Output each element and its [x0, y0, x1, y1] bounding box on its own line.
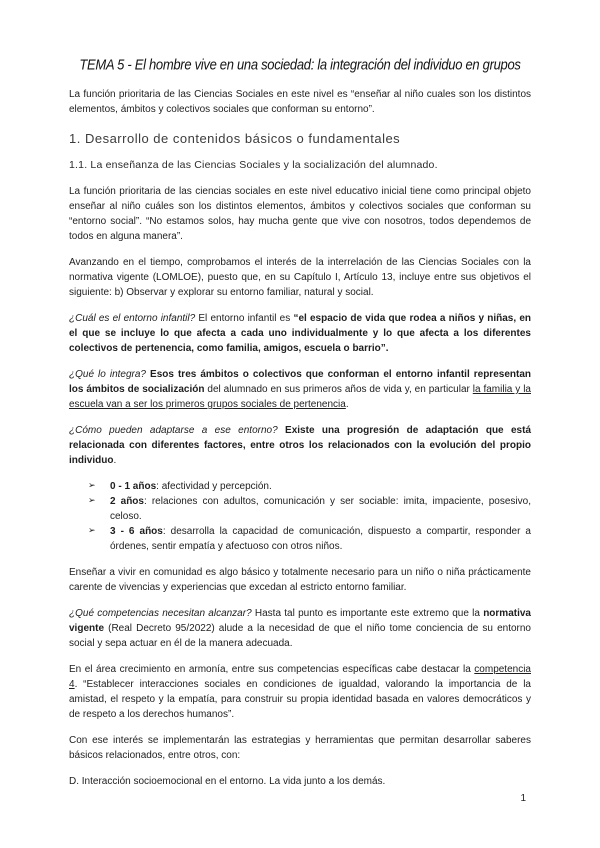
- list-item: [69, 479, 531, 494]
- paragraph: [69, 733, 531, 763]
- text-segment: 1. Desarrollo de contenidos básicos o fundamentales: [69, 131, 401, 146]
- text-segment: El entorno infantil es: [195, 313, 294, 324]
- subsection-heading: [69, 159, 531, 171]
- text-segment: (Real Decreto 95/2022) alude a la necesidad de que el niño tome conciencia de su entorno social y sepa actuar en él de la manera adecuada.: [69, 623, 531, 649]
- text-segment: competencia 4: [69, 664, 531, 690]
- bullet-list: [69, 479, 531, 554]
- text-segment: : relaciones con adultos, comunicación y ser sociable: imita, impaciente, posesivo, celoso.: [110, 496, 531, 522]
- paragraph: [69, 774, 531, 789]
- list-item: [69, 524, 531, 554]
- document-content: [69, 56, 531, 789]
- text-segment: normativa vigente: [69, 608, 531, 634]
- text-segment: 3 - 6 años: [110, 526, 163, 537]
- text-segment: .: [113, 455, 117, 466]
- text-segment: Con ese interés se implementarán las estrategias y herramientas que permitan desarrollar saberes básicos relacionados, entre otros, con:: [69, 735, 531, 761]
- paragraph: [69, 662, 531, 722]
- text-segment: [278, 425, 285, 436]
- text-segment: .: [345, 399, 349, 410]
- paragraph: [69, 423, 531, 468]
- text-segment: Hasta tal punto es importante este extremo que la: [251, 608, 484, 619]
- arrow-bullet-icon: ➢: [88, 481, 96, 491]
- text-segment: ¿Cuál es el entorno infantil?: [69, 313, 196, 324]
- text-segment: : desarrolla la capacidad de comunicación, dispuesto a compartir, responder a órdenes, sentir empatía y afectuoso con otros niños.: [110, 526, 531, 552]
- text-segment: 0 - 1 años: [110, 481, 157, 492]
- paragraph: [69, 184, 531, 244]
- text-segment: 1.1. La enseñanza de las Ciencias Sociales y la socialización del alumnado.: [69, 159, 438, 171]
- text-segment: La función prioritaria de las ciencias sociales en este nivel educativo inicial tiene como principal objeto enseñar al niño cuáles son los distintos elementos, ámbitos y colectivos sociales que conforman su “entorno social”. “No estamos solos, hay mucha gente que vive con nosotros, todos dependemos de todos en alguna manera”.: [69, 186, 531, 242]
- text-segment: ¿Cómo pueden adaptarse a ese entorno?: [69, 425, 278, 436]
- arrow-bullet-icon: ➢: [88, 496, 96, 506]
- text-segment: la familia y la escuela van a ser los primeros grupos sociales de pertenencia: [69, 384, 531, 410]
- paragraph: [69, 367, 531, 412]
- paragraph: [69, 311, 531, 356]
- text-segment: ¿Qué competencias necesitan alcanzar?: [69, 608, 252, 619]
- document-title: [69, 56, 531, 73]
- text-segment: TEMA 5 - El hombre vive en una sociedad: la integración del individuo en grupos: [79, 56, 521, 73]
- paragraph: [69, 255, 531, 300]
- text-segment: Esos tres ámbitos o colectivos que conforman el entorno infantil representan los ámbitos de socialización: [69, 369, 531, 395]
- text-segment: del alumnado en sus primeros años de vida y, en particular: [204, 384, 473, 395]
- text-segment: : afectividad y percepción.: [156, 481, 272, 492]
- text-segment: Avanzando en el tiempo, comprobamos el interés de la interrelación de las Ciencias Sociales con la normativa vigente (LOMLOE), puesto que, en su Capítulo I, Artículo 13, incluye entre sus objetivos el siguiente: b) Observar y explorar su entorno familiar, natural y social.: [69, 257, 531, 298]
- list-item: [69, 494, 531, 524]
- arrow-bullet-icon: ➢: [88, 526, 96, 536]
- text-segment: . “Establecer interacciones sociales en condiciones de igualdad, valorando la importancia de la amistad, el respeto y la empatía, para construir su propia identidad basada en valores democráticos y de respeto a los derechos humanos”.: [69, 679, 531, 720]
- text-segment: “el espacio de vida que rodea a niños y niñas, en el que se incluye lo que afecta a cada uno individualmente y lo que afecta a los diferentes colectivos de pertenencia, como familia, amigos, escuela o barrio”.: [69, 313, 531, 354]
- text-segment: ¿Qué lo integra?: [69, 369, 146, 380]
- text-segment: 2 años: [110, 496, 144, 507]
- text-segment: D. Interacción socioemocional en el entorno. La vida junto a los demás.: [69, 776, 386, 787]
- text-segment: Existe una progresión de adaptación que está relacionada con diferentes factores, entre otros los relacionados con la evolución del propio individuo: [69, 425, 532, 466]
- text-segment: En el área crecimiento en armonía, entre sus competencias específicas cabe destacar la: [69, 664, 475, 675]
- text-segment: Enseñar a vivir en comunidad es algo básico y totalmente necesario para un niño o niña prácticamente carente de vivencias y experiencias que excedan al estricto entorno familiar.: [69, 567, 531, 593]
- paragraph: [69, 87, 531, 117]
- text-segment: La función prioritaria de las Ciencias Sociales en este nivel es “enseñar al niño cuales son los distintos elementos, ámbitos y colectivos sociales que conforman su entorno”.: [69, 89, 531, 115]
- section-heading: [69, 131, 531, 146]
- paragraph: [69, 565, 531, 595]
- page-number: 1: [520, 793, 526, 804]
- paragraph: [69, 606, 531, 651]
